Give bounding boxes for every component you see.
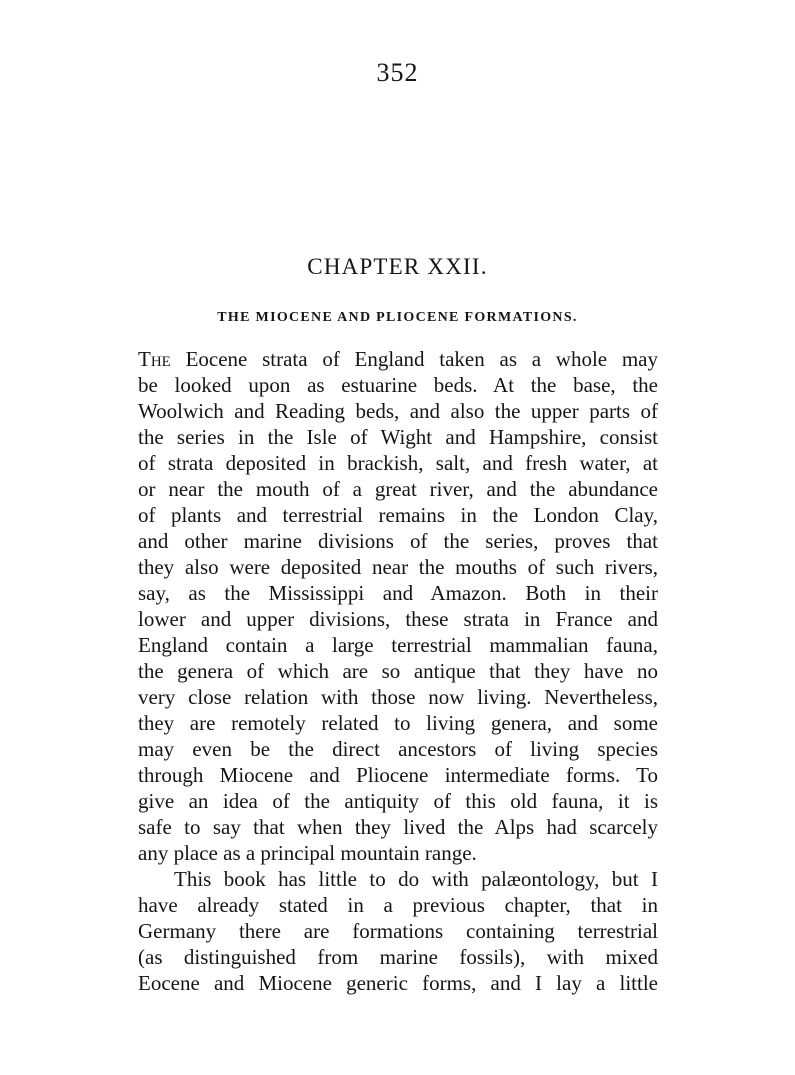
text-line: they also were deposited near the mouths of such rivers, [138, 555, 658, 579]
text-line: have already stated in a previous chapter, that in [138, 893, 658, 917]
paragraph-1 [138, 346, 658, 866]
page-number: 352 [376, 58, 419, 87]
text-line: and other marine divisions of the series, proves that [138, 529, 658, 553]
text-line: any place as a principal mountain range. [138, 841, 477, 865]
text-line: they are remotely related to living genera, and some [138, 711, 658, 735]
text-line: This book has little to do with palæontology, but I [174, 867, 658, 891]
chapter-subtitle: THE MIOCENE AND PLIOCENE FORMATIONS. [217, 310, 578, 325]
text-line: of plants and terrestrial remains in the London Clay, [138, 503, 658, 527]
text-line: through Miocene and Pliocene intermediate forms. To [138, 763, 658, 787]
text-line: Germany there are formations containing terrestrial [138, 919, 658, 943]
paragraph-2 [138, 866, 658, 996]
text-line: of strata deposited in brackish, salt, and fresh water, at [138, 451, 658, 475]
text-line: may even be the direct ancestors of living species [138, 737, 658, 761]
text-line: be looked upon as estuarine beds. At the base, the [138, 373, 658, 397]
text-line: give an idea of the antiquity of this old fauna, it is [138, 789, 658, 813]
text-line: lower and upper divisions, these strata in France and [138, 607, 658, 631]
text-line [138, 346, 658, 372]
text-line: the genera of which are so antique that they have no [138, 659, 658, 683]
text-line: (as distinguished from marine fossils), with mixed [138, 945, 658, 969]
text-line: very close relation with those now living. Nevertheless, [138, 685, 658, 709]
chapter-title: CHAPTER XXII. [307, 254, 488, 279]
drop-word: The [138, 347, 171, 371]
body-text [138, 346, 658, 996]
text-line: safe to say that when they lived the Alps had scarcely [138, 815, 658, 839]
text-line: the series in the Isle of Wight and Hampshire, consist [138, 425, 658, 449]
text-line: England contain a large terrestrial mammalian fauna, [138, 633, 658, 657]
text-line: or near the mouth of a great river, and the abundance [138, 477, 658, 501]
text-line: say, as the Mississippi and Amazon. Both in their [138, 581, 658, 605]
text-line: Woolwich and Reading beds, and also the upper parts of [138, 399, 658, 423]
line-text: Eocene strata of England taken as a whole may [185, 347, 659, 371]
text-line: Eocene and Miocene generic forms, and I lay a little [138, 971, 658, 995]
